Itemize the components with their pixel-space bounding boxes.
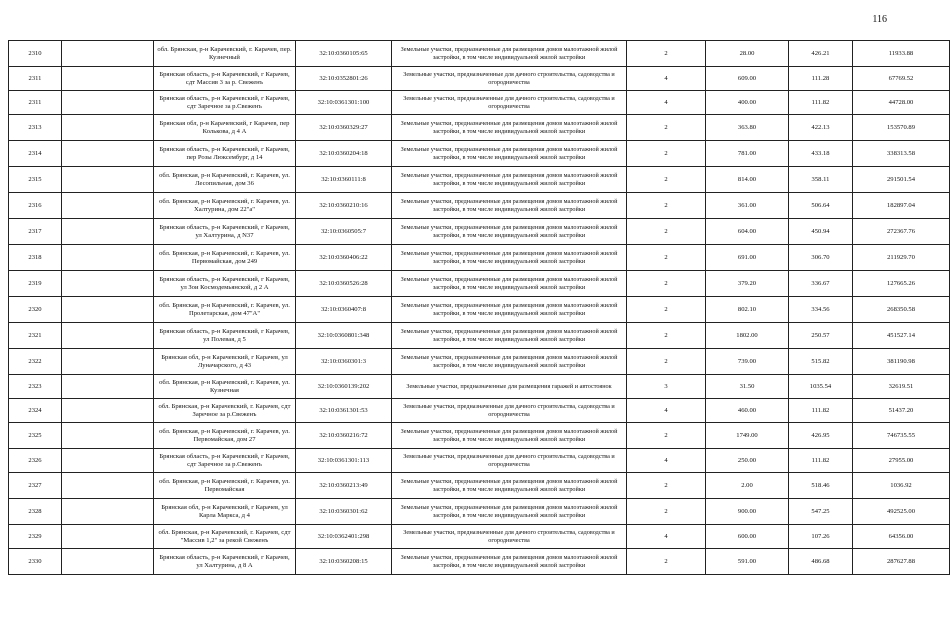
land-use-cell: Земельные участки, предназначенные для размещения домов малоэтажной жилой застройки, в том числе индивидуальной жилой застройки	[392, 141, 627, 167]
table-row	[9, 473, 950, 499]
cadastral-value-cell: 291501.54	[853, 167, 950, 193]
cadastral-value-cell: 11933.88	[853, 41, 950, 67]
address-cell: обл. Брянская, р-н Карачевский, г. Карачев, ул. Лесопильная, дом 36	[154, 167, 296, 193]
cadastral-value-cell: 27955.00	[853, 449, 950, 473]
specific-value-cell: 547.25	[789, 499, 853, 525]
land-use-cell: Земельные участки, предназначенные для размещения домов малоэтажной жилой застройки, в том числе индивидуальной жилой застройки	[392, 41, 627, 67]
specific-value-cell: 506.64	[789, 193, 853, 219]
cadastral-value-cell: 272367.76	[853, 219, 950, 245]
area-cell: 739.00	[706, 349, 789, 375]
row-number-cell: 2326	[9, 449, 62, 473]
cadastral-value-cell: 211929.70	[853, 245, 950, 271]
row-number-cell: 2327	[9, 473, 62, 499]
cadastral-value-cell: 492525.00	[853, 499, 950, 525]
group-cell: 4	[627, 449, 706, 473]
land-use-cell: Земельные участки, предназначенные для размещения домов малоэтажной жилой застройки, в том числе индивидуальной жилой застройки	[392, 549, 627, 575]
table-row	[9, 91, 950, 115]
address-cell: обл. Брянская, р-н Карачевский, г. Карачев, ул. Первомайская, дом 27	[154, 423, 296, 449]
spacer-cell	[62, 399, 154, 423]
area-cell: 604.00	[706, 219, 789, 245]
specific-value-cell: 111.82	[789, 449, 853, 473]
group-cell: 2	[627, 323, 706, 349]
row-number-cell: 2321	[9, 323, 62, 349]
area-cell: 400.00	[706, 91, 789, 115]
specific-value-cell: 433.18	[789, 141, 853, 167]
table-row	[9, 67, 950, 91]
group-cell: 4	[627, 91, 706, 115]
specific-value-cell: 111.82	[789, 399, 853, 423]
area-cell: 1749.00	[706, 423, 789, 449]
spacer-cell	[62, 473, 154, 499]
specific-value-cell: 334.56	[789, 297, 853, 323]
address-cell: обл. Брянская, р-н Карачевский, г. Карачев, ул. Халтурина, дом 22"а"	[154, 193, 296, 219]
address-cell: обл. Брянская, р-н Карачевский, г. Карачев, сдт Заречное за р.Свеженъ	[154, 399, 296, 423]
cadastral-number-cell: 32:10:0360208:15	[296, 549, 392, 575]
table-row	[9, 549, 950, 575]
spacer-cell	[62, 499, 154, 525]
land-use-cell: Земельные участки, предназначенные для размещения домов малоэтажной жилой застройки, в том числе индивидуальной жилой застройки	[392, 167, 627, 193]
table-row	[9, 245, 950, 271]
area-cell: 900.00	[706, 499, 789, 525]
cadastral-number-cell: 32:10:0361301:100	[296, 91, 392, 115]
cadastral-value-cell: 32619.51	[853, 375, 950, 399]
page-number: 116	[872, 14, 887, 25]
table-row	[9, 297, 950, 323]
spacer-cell	[62, 549, 154, 575]
address-cell: Брянская обл, р-н Карачевский, г Карачев, пер Колькова, д 4 А	[154, 115, 296, 141]
row-number-cell: 2330	[9, 549, 62, 575]
specific-value-cell: 358.11	[789, 167, 853, 193]
group-cell: 3	[627, 375, 706, 399]
row-number-cell: 2320	[9, 297, 62, 323]
cadastral-number-cell: 32:10:0361301:53	[296, 399, 392, 423]
group-cell: 2	[627, 219, 706, 245]
spacer-cell	[62, 525, 154, 549]
group-cell: 2	[627, 349, 706, 375]
cadastral-number-cell: 32:10:0360801:348	[296, 323, 392, 349]
cadastral-number-cell: 32:10:0360301:3	[296, 349, 392, 375]
area-cell: 28.00	[706, 41, 789, 67]
group-cell: 2	[627, 473, 706, 499]
spacer-cell	[62, 449, 154, 473]
specific-value-cell: 515.82	[789, 349, 853, 375]
land-use-cell: Земельные участки, предназначенные для дачного строительства, садоводства и огородничества	[392, 399, 627, 423]
group-cell: 2	[627, 499, 706, 525]
specific-value-cell: 486.68	[789, 549, 853, 575]
spacer-cell	[62, 375, 154, 399]
table-row	[9, 525, 950, 549]
spacer-cell	[62, 67, 154, 91]
cadastral-value-cell: 287627.88	[853, 549, 950, 575]
spacer-cell	[62, 271, 154, 297]
cadastral-value-cell: 338313.58	[853, 141, 950, 167]
spacer-cell	[62, 141, 154, 167]
address-cell: Брянская область, р-н Карачевский, г Карачев, ул Халтурина, д 8 А	[154, 549, 296, 575]
land-use-cell: Земельные участки, предназначенные для дачного строительства, садоводства и огородничества	[392, 91, 627, 115]
row-number-cell: 2313	[9, 115, 62, 141]
table-row	[9, 499, 950, 525]
address-cell: обл. Брянская, р-н Карачевский, г. Карачев, пер. Кузнечный	[154, 41, 296, 67]
area-cell: 1802.00	[706, 323, 789, 349]
land-use-cell: Земельные участки, предназначенные для размещения домов малоэтажной жилой застройки, в том числе индивидуальной жилой застройки	[392, 473, 627, 499]
address-cell: Брянская область, р-н Карачевский, г Карачев, ул Полевая, д 5	[154, 323, 296, 349]
specific-value-cell: 306.70	[789, 245, 853, 271]
address-cell: Брянская область, р-н Карачевский, г Карачев, ул Халтурина, д N37	[154, 219, 296, 245]
spacer-cell	[62, 423, 154, 449]
group-cell: 2	[627, 271, 706, 297]
address-cell: обл. Брянская, р-н Карачевский, г. Карачев, ул. Кузнечная	[154, 375, 296, 399]
cadastral-number-cell: 32:10:0362401:298	[296, 525, 392, 549]
address-cell: обл. Брянская, р-н Карачевский, г. Карачев, ул. Пролетарская, дом 47"А"	[154, 297, 296, 323]
address-cell: обл. Брянская, р-н Карачевский, г. Карачев, ул. Первомайская, дом 249	[154, 245, 296, 271]
group-cell: 2	[627, 193, 706, 219]
group-cell: 2	[627, 141, 706, 167]
spacer-cell	[62, 115, 154, 141]
group-cell: 2	[627, 115, 706, 141]
cadastral-number-cell: 32:10:0360204:18	[296, 141, 392, 167]
spacer-cell	[62, 245, 154, 271]
area-cell: 31.50	[706, 375, 789, 399]
spacer-cell	[62, 41, 154, 67]
row-number-cell: 2315	[9, 167, 62, 193]
cadastral-number-cell: 32:10:0360526:28	[296, 271, 392, 297]
land-use-cell: Земельные участки, предназначенные для размещения домов малоэтажной жилой застройки, в том числе индивидуальной жилой застройки	[392, 349, 627, 375]
table-row	[9, 449, 950, 473]
specific-value-cell: 336.67	[789, 271, 853, 297]
cadastral-number-cell: 32:10:0361301:113	[296, 449, 392, 473]
area-cell: 379.20	[706, 271, 789, 297]
table-row	[9, 219, 950, 245]
land-use-cell: Земельные участки, предназначенные для размещения гаражей и автостоянок	[392, 375, 627, 399]
cadastral-number-cell: 32:10:0360329:27	[296, 115, 392, 141]
row-number-cell: 2317	[9, 219, 62, 245]
row-number-cell: 2322	[9, 349, 62, 375]
cadastral-number-cell: 32:10:0360406:22	[296, 245, 392, 271]
cadastral-value-cell: 1036.92	[853, 473, 950, 499]
area-cell: 591.00	[706, 549, 789, 575]
spacer-cell	[62, 91, 154, 115]
cadastral-number-cell: 32:10:0360505:7	[296, 219, 392, 245]
area-cell: 781.00	[706, 141, 789, 167]
row-number-cell: 2329	[9, 525, 62, 549]
table-row	[9, 423, 950, 449]
spacer-cell	[62, 219, 154, 245]
row-number-cell: 2314	[9, 141, 62, 167]
cadastral-value-cell: 746735.55	[853, 423, 950, 449]
land-use-cell: Земельные участки, предназначенные для размещения домов малоэтажной жилой застройки, в том числе индивидуальной жилой застройки	[392, 115, 627, 141]
row-number-cell: 2311	[9, 67, 62, 91]
specific-value-cell: 518.46	[789, 473, 853, 499]
address-cell: обл. Брянская, р-н Карачевский, г. Карачев, сдт "Массив 1,2" за рекой Свеженъ	[154, 525, 296, 549]
table-row	[9, 271, 950, 297]
land-use-cell: Земельные участки, предназначенные для размещения домов малоэтажной жилой застройки, в том числе индивидуальной жилой застройки	[392, 193, 627, 219]
area-cell: 600.00	[706, 525, 789, 549]
table-row	[9, 323, 950, 349]
table-row	[9, 141, 950, 167]
address-cell: Брянская обл, р-н Карачевский, г Карачев, ул Карла Маркса, д 4	[154, 499, 296, 525]
specific-value-cell: 111.28	[789, 67, 853, 91]
specific-value-cell: 107.26	[789, 525, 853, 549]
group-cell: 2	[627, 549, 706, 575]
cadastral-value-cell: 67769.52	[853, 67, 950, 91]
area-cell: 361.00	[706, 193, 789, 219]
specific-value-cell: 250.57	[789, 323, 853, 349]
address-cell: Брянская обл, р-н Карачевский, г Карачев, ул Луначарского, д 43	[154, 349, 296, 375]
address-cell: Брянская область, р-н Карачевский, г Карачев, пер Розы Люксембург, д 14	[154, 141, 296, 167]
specific-value-cell: 1035.54	[789, 375, 853, 399]
table-row	[9, 349, 950, 375]
spacer-cell	[62, 167, 154, 193]
area-cell: 460.00	[706, 399, 789, 423]
group-cell: 4	[627, 67, 706, 91]
cadastral-number-cell: 32:10:0360210:16	[296, 193, 392, 219]
group-cell: 2	[627, 167, 706, 193]
land-use-cell: Земельные участки, предназначенные для размещения домов малоэтажной жилой застройки, в том числе индивидуальной жилой застройки	[392, 297, 627, 323]
group-cell: 2	[627, 297, 706, 323]
cadastral-number-cell: 32:10:0360301:62	[296, 499, 392, 525]
land-use-cell: Земельные участки, предназначенные для размещения домов малоэтажной жилой застройки, в том числе индивидуальной жилой застройки	[392, 499, 627, 525]
area-cell: 691.00	[706, 245, 789, 271]
address-cell: Брянская область, р-н Карачевский, г Карачев, ул Зои Космодемьянской, д 2 А	[154, 271, 296, 297]
row-number-cell: 2328	[9, 499, 62, 525]
row-number-cell: 2311	[9, 91, 62, 115]
cadastral-value-cell: 451527.14	[853, 323, 950, 349]
group-cell: 2	[627, 41, 706, 67]
cadastral-number-cell: 32:10:0352801:26	[296, 67, 392, 91]
address-cell: Брянская область, р-н Карачевский, г Карачев, сдт Массив 3 за р. Свеженъ	[154, 67, 296, 91]
area-cell: 609.00	[706, 67, 789, 91]
cadastral-value-cell: 381190.98	[853, 349, 950, 375]
cadastral-value-cell: 64356.00	[853, 525, 950, 549]
specific-value-cell: 422.13	[789, 115, 853, 141]
row-number-cell: 2324	[9, 399, 62, 423]
spacer-cell	[62, 323, 154, 349]
row-number-cell: 2323	[9, 375, 62, 399]
group-cell: 4	[627, 525, 706, 549]
table-row	[9, 399, 950, 423]
land-plots-table	[8, 40, 950, 575]
land-use-cell: Земельные участки, предназначенные для размещения домов малоэтажной жилой застройки, в том числе индивидуальной жилой застройки	[392, 423, 627, 449]
area-cell: 250.00	[706, 449, 789, 473]
land-use-cell: Земельные участки, предназначенные для дачного строительства, садоводства и огородничества	[392, 67, 627, 91]
row-number-cell: 2325	[9, 423, 62, 449]
cadastral-value-cell: 182897.04	[853, 193, 950, 219]
area-cell: 802.10	[706, 297, 789, 323]
row-number-cell: 2318	[9, 245, 62, 271]
address-cell: обл. Брянская, р-н Карачевский, г. Карачев, ул. Первомайская	[154, 473, 296, 499]
table-body	[9, 41, 950, 575]
cadastral-value-cell: 268350.58	[853, 297, 950, 323]
cadastral-value-cell: 127665.26	[853, 271, 950, 297]
table-row	[9, 375, 950, 399]
group-cell: 2	[627, 423, 706, 449]
cadastral-number-cell: 32:10:0360213:49	[296, 473, 392, 499]
land-use-cell: Земельные участки, предназначенные для размещения домов малоэтажной жилой застройки, в том числе индивидуальной жилой застройки	[392, 245, 627, 271]
address-cell: Брянская область, р-н Карачевский, г Карачев, сдт Заречное за р.Свеженъ	[154, 91, 296, 115]
specific-value-cell: 111.82	[789, 91, 853, 115]
specific-value-cell: 426.95	[789, 423, 853, 449]
table-row	[9, 115, 950, 141]
area-cell: 814.00	[706, 167, 789, 193]
land-use-cell: Земельные участки, предназначенные для размещения домов малоэтажной жилой застройки, в том числе индивидуальной жилой застройки	[392, 271, 627, 297]
area-cell: 363.80	[706, 115, 789, 141]
land-use-cell: Земельные участки, предназначенные для дачного строительства, садоводства и огородничества	[392, 525, 627, 549]
spacer-cell	[62, 349, 154, 375]
group-cell: 4	[627, 399, 706, 423]
land-use-cell: Земельные участки, предназначенные для размещения домов малоэтажной жилой застройки, в том числе индивидуальной жилой застройки	[392, 219, 627, 245]
specific-value-cell: 426.21	[789, 41, 853, 67]
cadastral-number-cell: 32:10:0360407:8	[296, 297, 392, 323]
cadastral-number-cell: 32:10:0360139:202	[296, 375, 392, 399]
cadastral-value-cell: 44728.00	[853, 91, 950, 115]
table-row	[9, 41, 950, 67]
specific-value-cell: 450.94	[789, 219, 853, 245]
row-number-cell: 2310	[9, 41, 62, 67]
spacer-cell	[62, 193, 154, 219]
land-use-cell: Земельные участки, предназначенные для размещения домов малоэтажной жилой застройки, в том числе индивидуальной жилой застройки	[392, 323, 627, 349]
row-number-cell: 2316	[9, 193, 62, 219]
cadastral-value-cell: 51437.20	[853, 399, 950, 423]
cadastral-number-cell: 32:10:0360105:65	[296, 41, 392, 67]
cadastral-value-cell: 153570.89	[853, 115, 950, 141]
address-cell: Брянская область, р-н Карачевский, г Карачев, сдт Заречное за р.Свеженъ	[154, 449, 296, 473]
land-use-cell: Земельные участки, предназначенные для дачного строительства, садоводства и огородничества	[392, 449, 627, 473]
table-row	[9, 167, 950, 193]
table-row	[9, 193, 950, 219]
cadastral-number-cell: 32:10:0360111:8	[296, 167, 392, 193]
spacer-cell	[62, 297, 154, 323]
cadastral-number-cell: 32:10:0360216:72	[296, 423, 392, 449]
area-cell: 2.00	[706, 473, 789, 499]
row-number-cell: 2319	[9, 271, 62, 297]
group-cell: 2	[627, 245, 706, 271]
